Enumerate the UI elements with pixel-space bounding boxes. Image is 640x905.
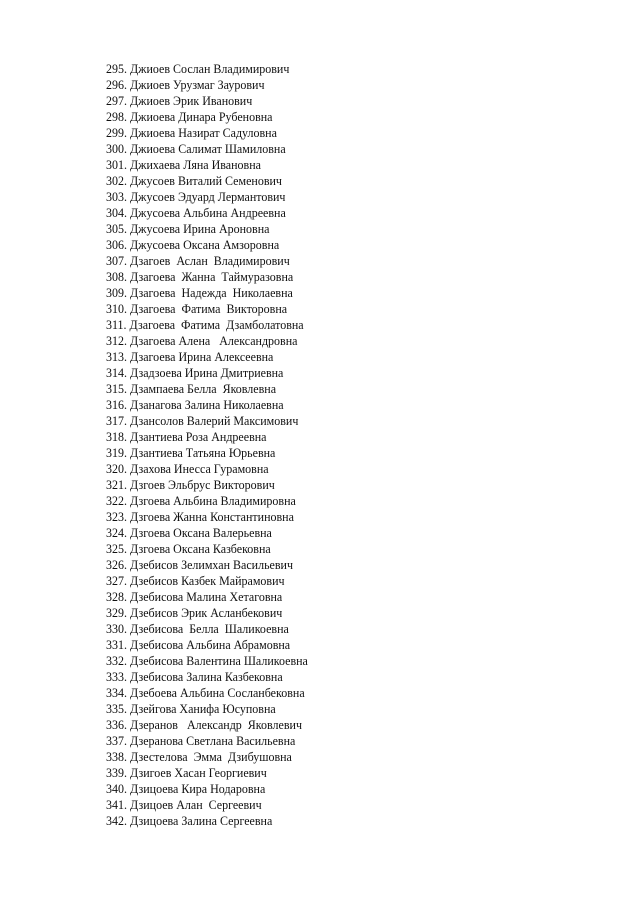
list-item: 303. Джусоев Эдуард Лермантович bbox=[106, 190, 286, 204]
list-item: 336. Дзеранов Александр Яковлевич bbox=[106, 718, 302, 732]
list-item: 304. Джусоева Альбина Андреевна bbox=[106, 206, 286, 220]
list-item: 319. Дзантиева Татьяна Юрьевна bbox=[106, 446, 276, 460]
list-item: 300. Джиоева Салимат Шамиловна bbox=[106, 142, 286, 156]
list-item: 298. Джиоева Динара Рубеновна bbox=[106, 110, 273, 124]
list-item: 297. Джиоев Эрик Иванович bbox=[106, 94, 253, 108]
list-item: 302. Джусоев Виталий Семенович bbox=[106, 174, 282, 188]
list-item: 306. Джусоева Оксана Амзоровна bbox=[106, 238, 280, 252]
list-item: 308. Дзагоева Жанна Таймуразовна bbox=[106, 270, 294, 284]
list-item: 322. Дзгоева Альбина Владимировна bbox=[106, 494, 296, 508]
list-item: 339. Дзигоев Хасан Георгиевич bbox=[106, 766, 267, 780]
list-item: 329. Дзебисов Эрик Асланбекович bbox=[106, 606, 283, 620]
list-item: 331. Дзебисова Альбина Абрамовна bbox=[106, 638, 291, 652]
list-item: 326. Дзебисов Зелимхан Васильевич bbox=[106, 558, 294, 572]
list-item: 338. Дзестелова Эмма Дзибушовна bbox=[106, 750, 292, 764]
list-item: 328. Дзебисова Малина Хетаговна bbox=[106, 590, 283, 604]
list-item: 299. Джиоева Назират Садуловна bbox=[106, 126, 277, 140]
list-item: 321. Дзгоев Эльбрус Викторович bbox=[106, 478, 275, 492]
list-item: 334. Дзебоева Альбина Сосланбековна bbox=[106, 686, 305, 700]
list-item: 312. Дзагоева Алена Александровна bbox=[106, 334, 298, 348]
list-item: 342. Дзицоева Залина Сергеевна bbox=[106, 814, 273, 828]
list-item: 337. Дзеранова Светлана Васильевна bbox=[106, 734, 296, 748]
list-item: 317. Дзансолов Валерий Максимович bbox=[106, 414, 299, 428]
list-item: 318. Дзантиева Роза Андреевна bbox=[106, 430, 267, 444]
list-item: 325. Дзгоева Оксана Казбековна bbox=[106, 542, 271, 556]
list-item: 309. Дзагоева Надежда Николаевна bbox=[106, 286, 293, 300]
list-item: 324. Дзгоева Оксана Валерьевна bbox=[106, 526, 272, 540]
list-item: 340. Дзицоева Кира Нодаровна bbox=[106, 782, 266, 796]
list-item: 320. Дзахова Инесса Гурамовна bbox=[106, 462, 269, 476]
list-item: 323. Дзгоева Жанна Константиновна bbox=[106, 510, 294, 524]
name-list bbox=[106, 61, 316, 829]
list-item: 305. Джусоева Ирина Ароновна bbox=[106, 222, 270, 236]
list-item: 311. Дзагоева Фатима Дзамболатовна bbox=[106, 318, 304, 332]
list-item: 315. Дзампаева Белла Яковлевна bbox=[106, 382, 277, 396]
list-item: 335. Дзейгова Ханифа Юсуповна bbox=[106, 702, 276, 716]
list-item: 314. Дзадзоева Ирина Дмитриевна bbox=[106, 366, 284, 380]
list-item: 332. Дзебисова Валентина Шаликоевна bbox=[106, 654, 308, 668]
list-item: 310. Дзагоева Фатима Викторовна bbox=[106, 302, 288, 316]
list-item: 307. Дзагоев Аслан Владимирович bbox=[106, 254, 290, 268]
list-item: 295. Джиоев Сослан Владимирович bbox=[106, 62, 290, 76]
list-item: 327. Дзебисов Казбек Майрамович bbox=[106, 574, 285, 588]
list-item: 316. Дзанагова Залина Николаевна bbox=[106, 398, 284, 412]
list-item: 296. Джиоев Урузмаг Заурович bbox=[106, 78, 265, 92]
list-item: 333. Дзебисова Залина Казбековна bbox=[106, 670, 283, 684]
list-item: 301. Джихаева Ляна Ивановна bbox=[106, 158, 261, 172]
list-item: 330. Дзебисова Белла Шаликоевна bbox=[106, 622, 289, 636]
list-item: 341. Дзицоев Алан Сергеевич bbox=[106, 798, 262, 812]
list-item: 313. Дзагоева Ирина Алексеевна bbox=[106, 350, 274, 364]
